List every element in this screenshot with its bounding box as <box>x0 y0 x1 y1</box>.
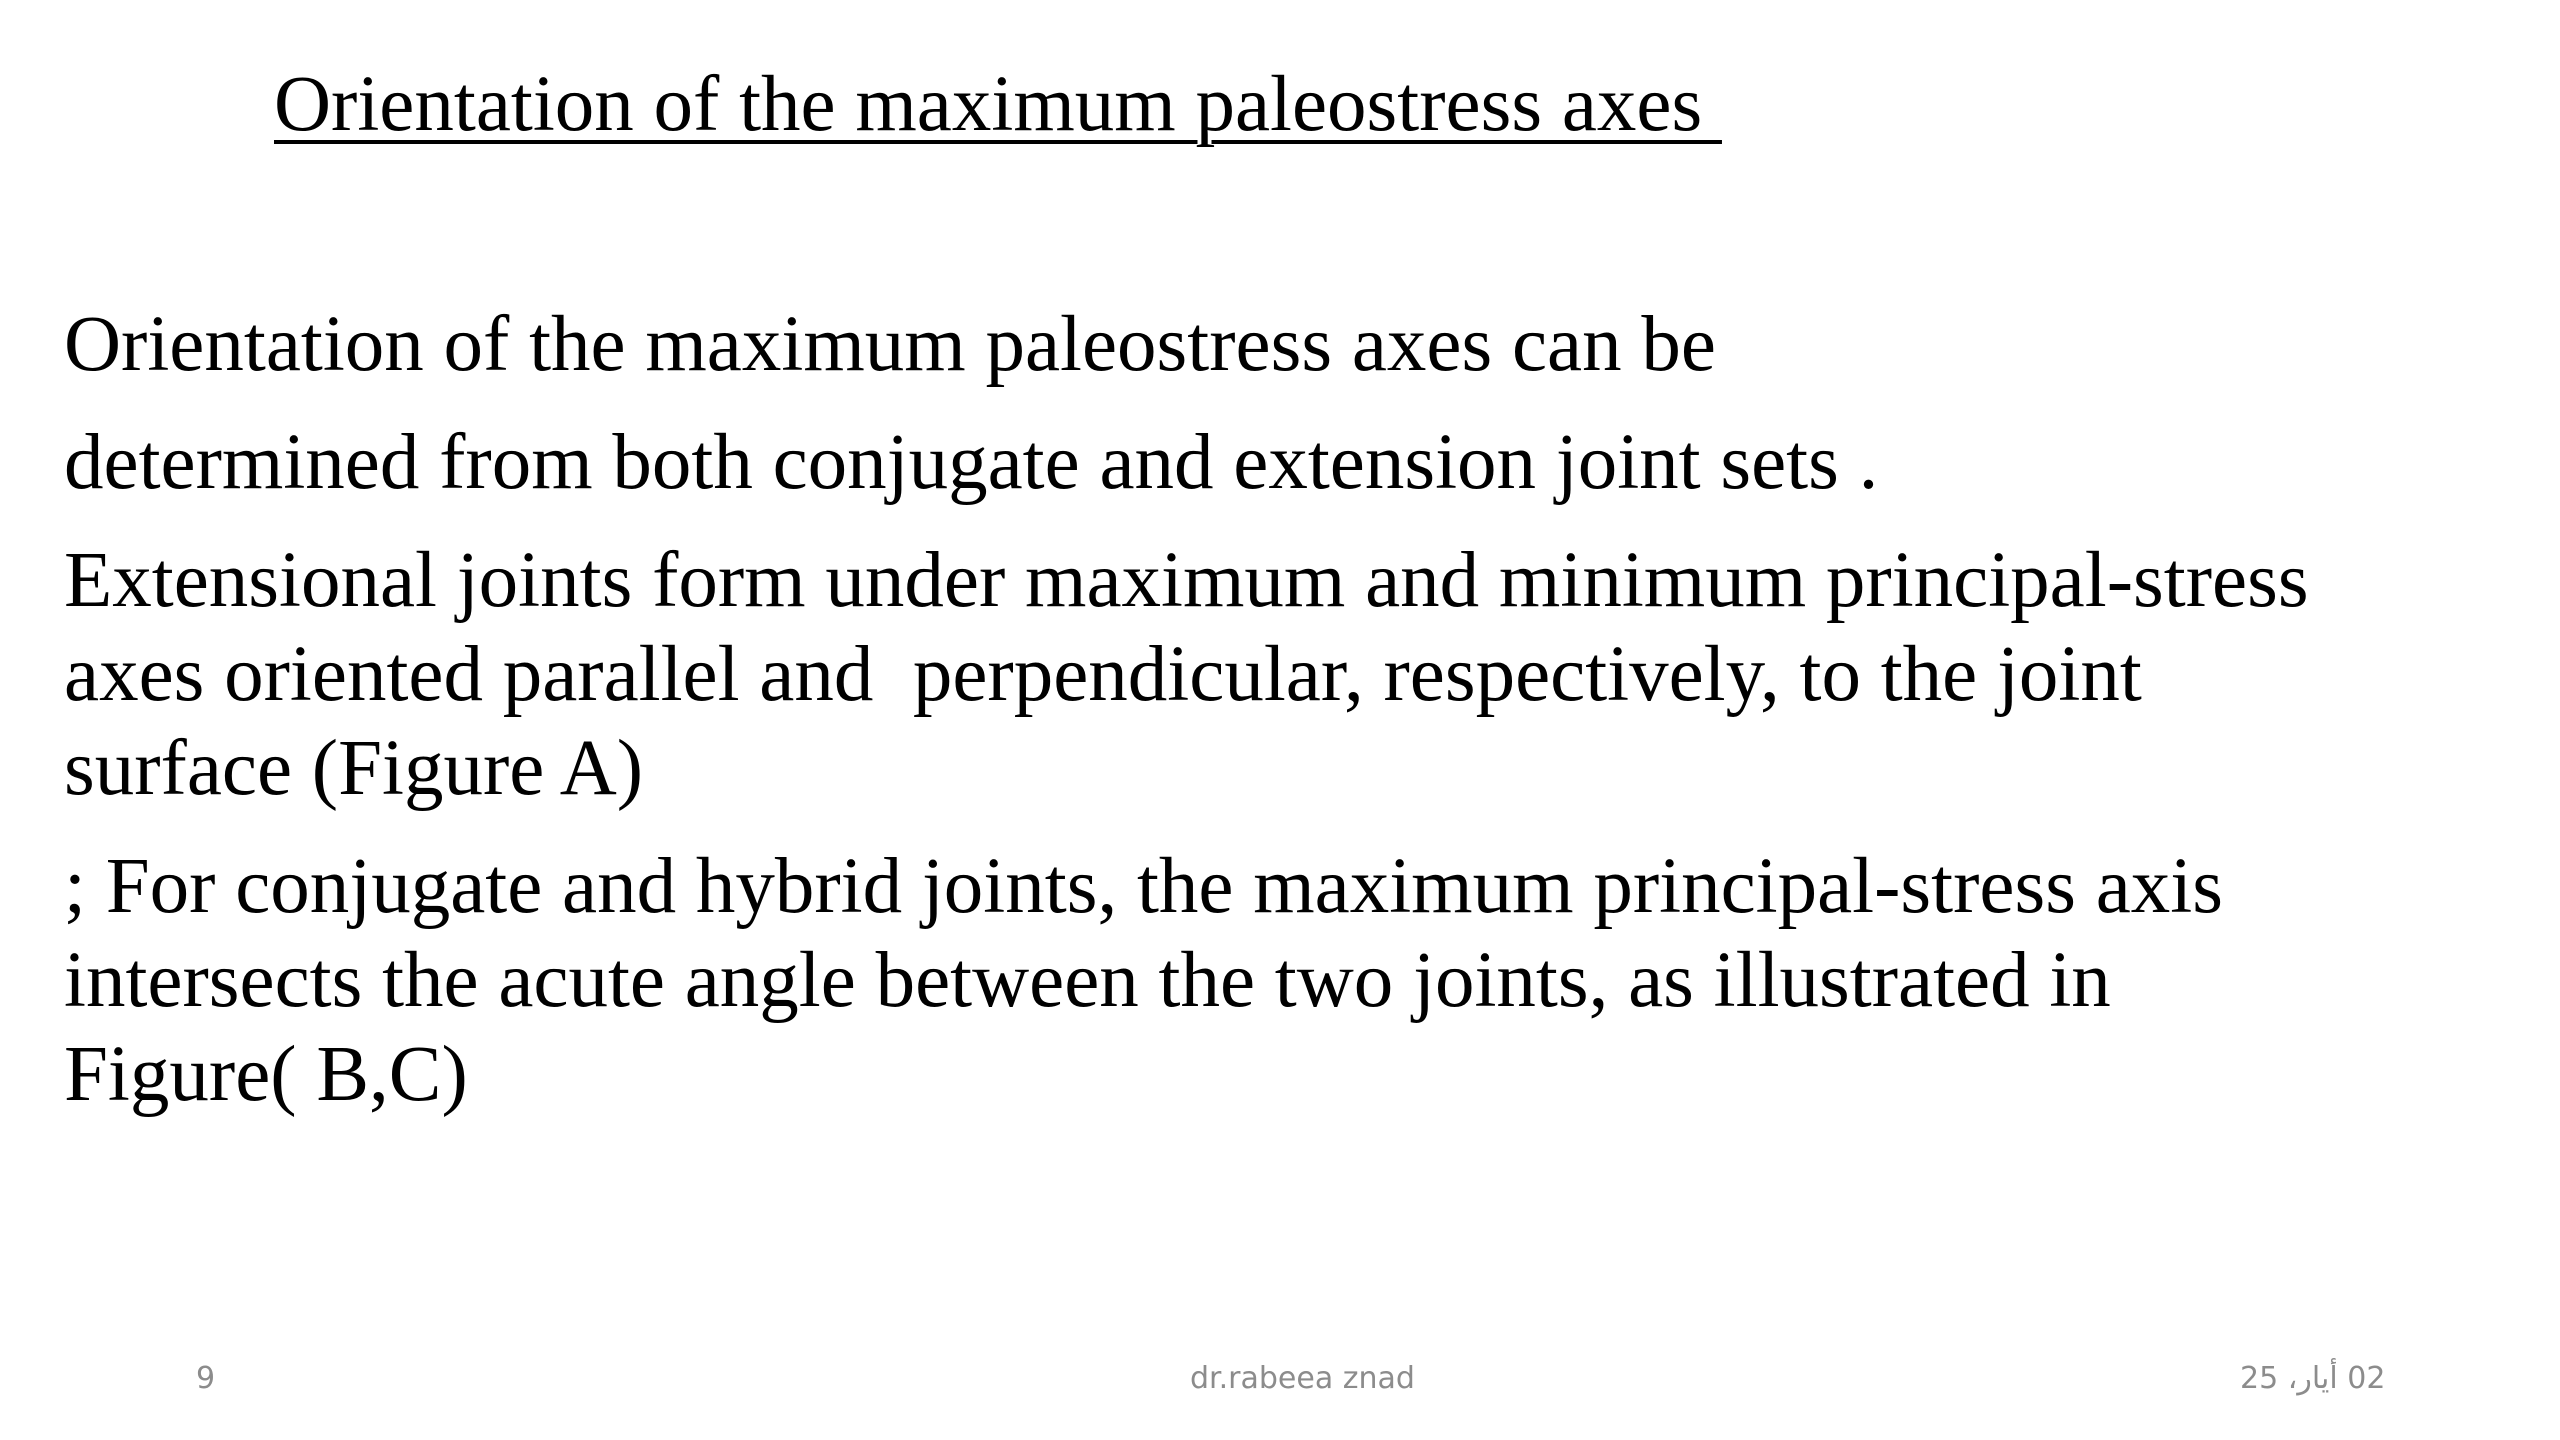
paragraph-line: Extensional joints form under maximum and minimum principal-stress <box>64 537 2309 624</box>
paragraph-line: Figure( B,C) <box>64 1031 468 1118</box>
slide-body <box>64 298 2534 1122</box>
paragraph-2 <box>64 416 2534 510</box>
paragraph-3 <box>64 534 2534 816</box>
paragraph-line: ; For conjugate and hybrid joints, the maximum principal-stress axis <box>64 843 2223 930</box>
footer-page-number: 9 <box>196 1361 216 1396</box>
paragraph-line: surface (Figure A) <box>64 725 644 812</box>
paragraph-line: determined from both conjugate and extension joint sets . <box>64 419 1879 506</box>
footer-author: dr.rabeea znad <box>1190 1361 1415 1396</box>
slide-title: Orientation of the maximum paleostress axes <box>274 61 1722 148</box>
paragraph-line: Orientation of the maximum paleostress axes can be <box>64 301 1716 388</box>
paragraph-line: intersects the acute angle between the two joints, as illustrated in <box>64 937 2111 1024</box>
paragraph-line: axes oriented parallel and perpendicular, respectively, to the joint <box>64 631 2142 718</box>
paragraph-4 <box>64 840 2534 1122</box>
paragraph-1 <box>64 298 2534 392</box>
footer-date: 02 أيار، 25 <box>2240 1361 2386 1396</box>
